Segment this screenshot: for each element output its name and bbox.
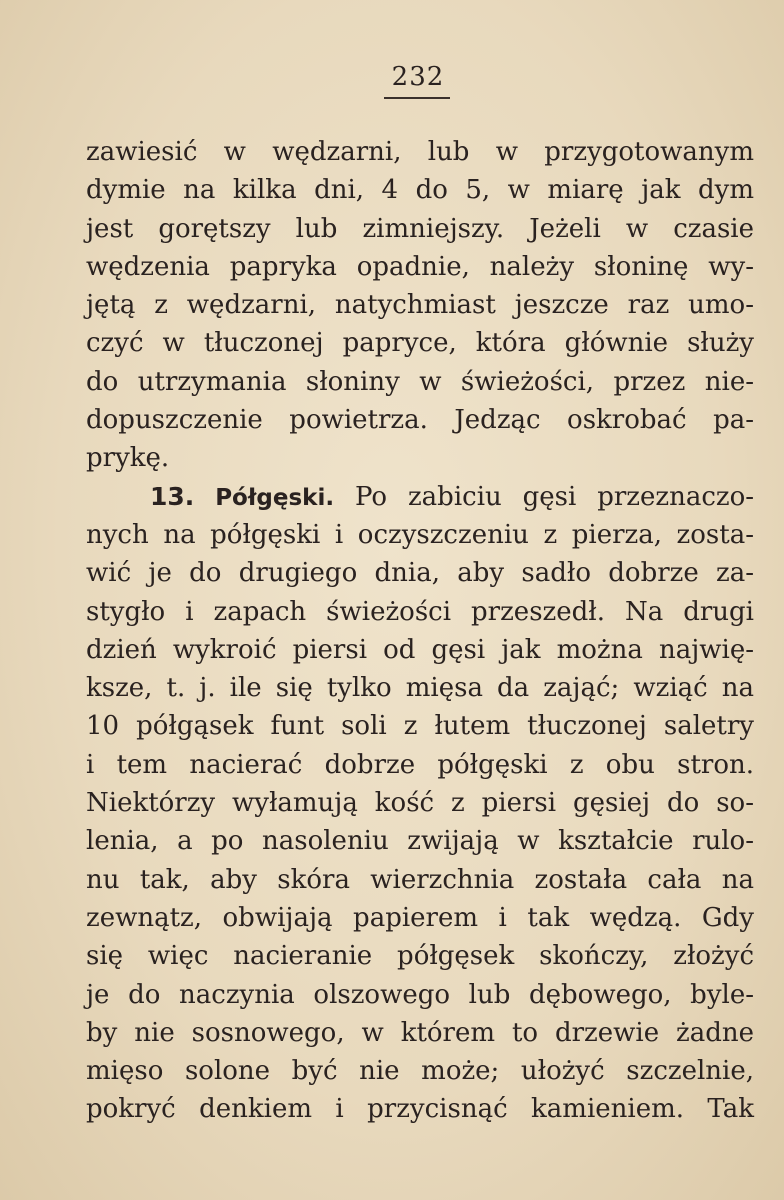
text-line: wędzenia papryka opadnie, należy słoninę wy- [86,251,754,282]
text-line: je do naczynia olszowego lub dębowego, byle- [86,979,754,1010]
section-number: 13. [150,481,195,511]
page-number-rule [384,97,450,99]
text-line: mięso solone być nie może; ułożyć szczelnie, [86,1056,754,1087]
text-line: zawiesić w wędzarni, lub w przygotowanym [86,137,754,167]
text-line: nych na półgęski i oczyszczeniu z pierza, zosta- [86,519,754,550]
text-line: stygło i zapach świeżości przeszedł. Na drugi [86,596,754,627]
text-line: ksze, t. j. ile się tylko mięsa da zająć; wziąć na [86,673,754,704]
section-heading-line [86,478,754,516]
text-line: jętą z wędzarni, natychmiast jeszcze raz umo- [86,290,754,321]
text-line: pokryć denkiem i przycisnąć kamieniem. Tak [86,1094,754,1125]
text-line: do utrzymania słoniny w świeżości, przez nie- [86,366,754,397]
text-line: wić je do drugiego dnia, aby sadło dobrze za- [86,558,754,589]
text-line: jest gorętszy lub zimniejszy. Jeżeli w czasie [86,213,754,244]
text-line: dopuszczenie powietrza. Jedząc oskrobać pa- [86,405,754,436]
text-line: nu tak, aby skóra wierzchnia została cała na [86,864,754,895]
text-line: 10 półgąsek funt soli z łutem tłuczonej saletry [86,711,754,742]
text-line: dzień wykroić piersi od gęsi jak można najwię- [86,634,754,665]
text-line: prykę. [86,443,170,474]
page-number: 232 [391,62,445,92]
body-text [86,133,754,1129]
text-line: Po zabiciu gęsi przeznaczo- [354,481,755,512]
text-line: lenia, a po nasoleniu zwijają w kształcie rulo- [86,826,754,857]
text-line: dymie na kilka dni, 4 do 5, w miarę jak dym [86,175,754,206]
text-line: się więc nacieranie półgęsek skończy, złożyć [86,941,754,972]
text-line: Niektórzy wyłamują kość z piersi gęsiej do so- [86,788,754,819]
text-line: zewnątz, obwijają papierem i tak wędzą. Gdy [86,902,754,933]
text-line: i tem nacierać dobrze półgęski z obu stron. [86,749,754,780]
text-line: by nie sosnowego, w którem to drzewie żadne [86,1017,754,1048]
text-line: czyć w tłuczonej papryce, która głównie służy [86,328,754,359]
section-title: Półgęski. [215,484,335,511]
